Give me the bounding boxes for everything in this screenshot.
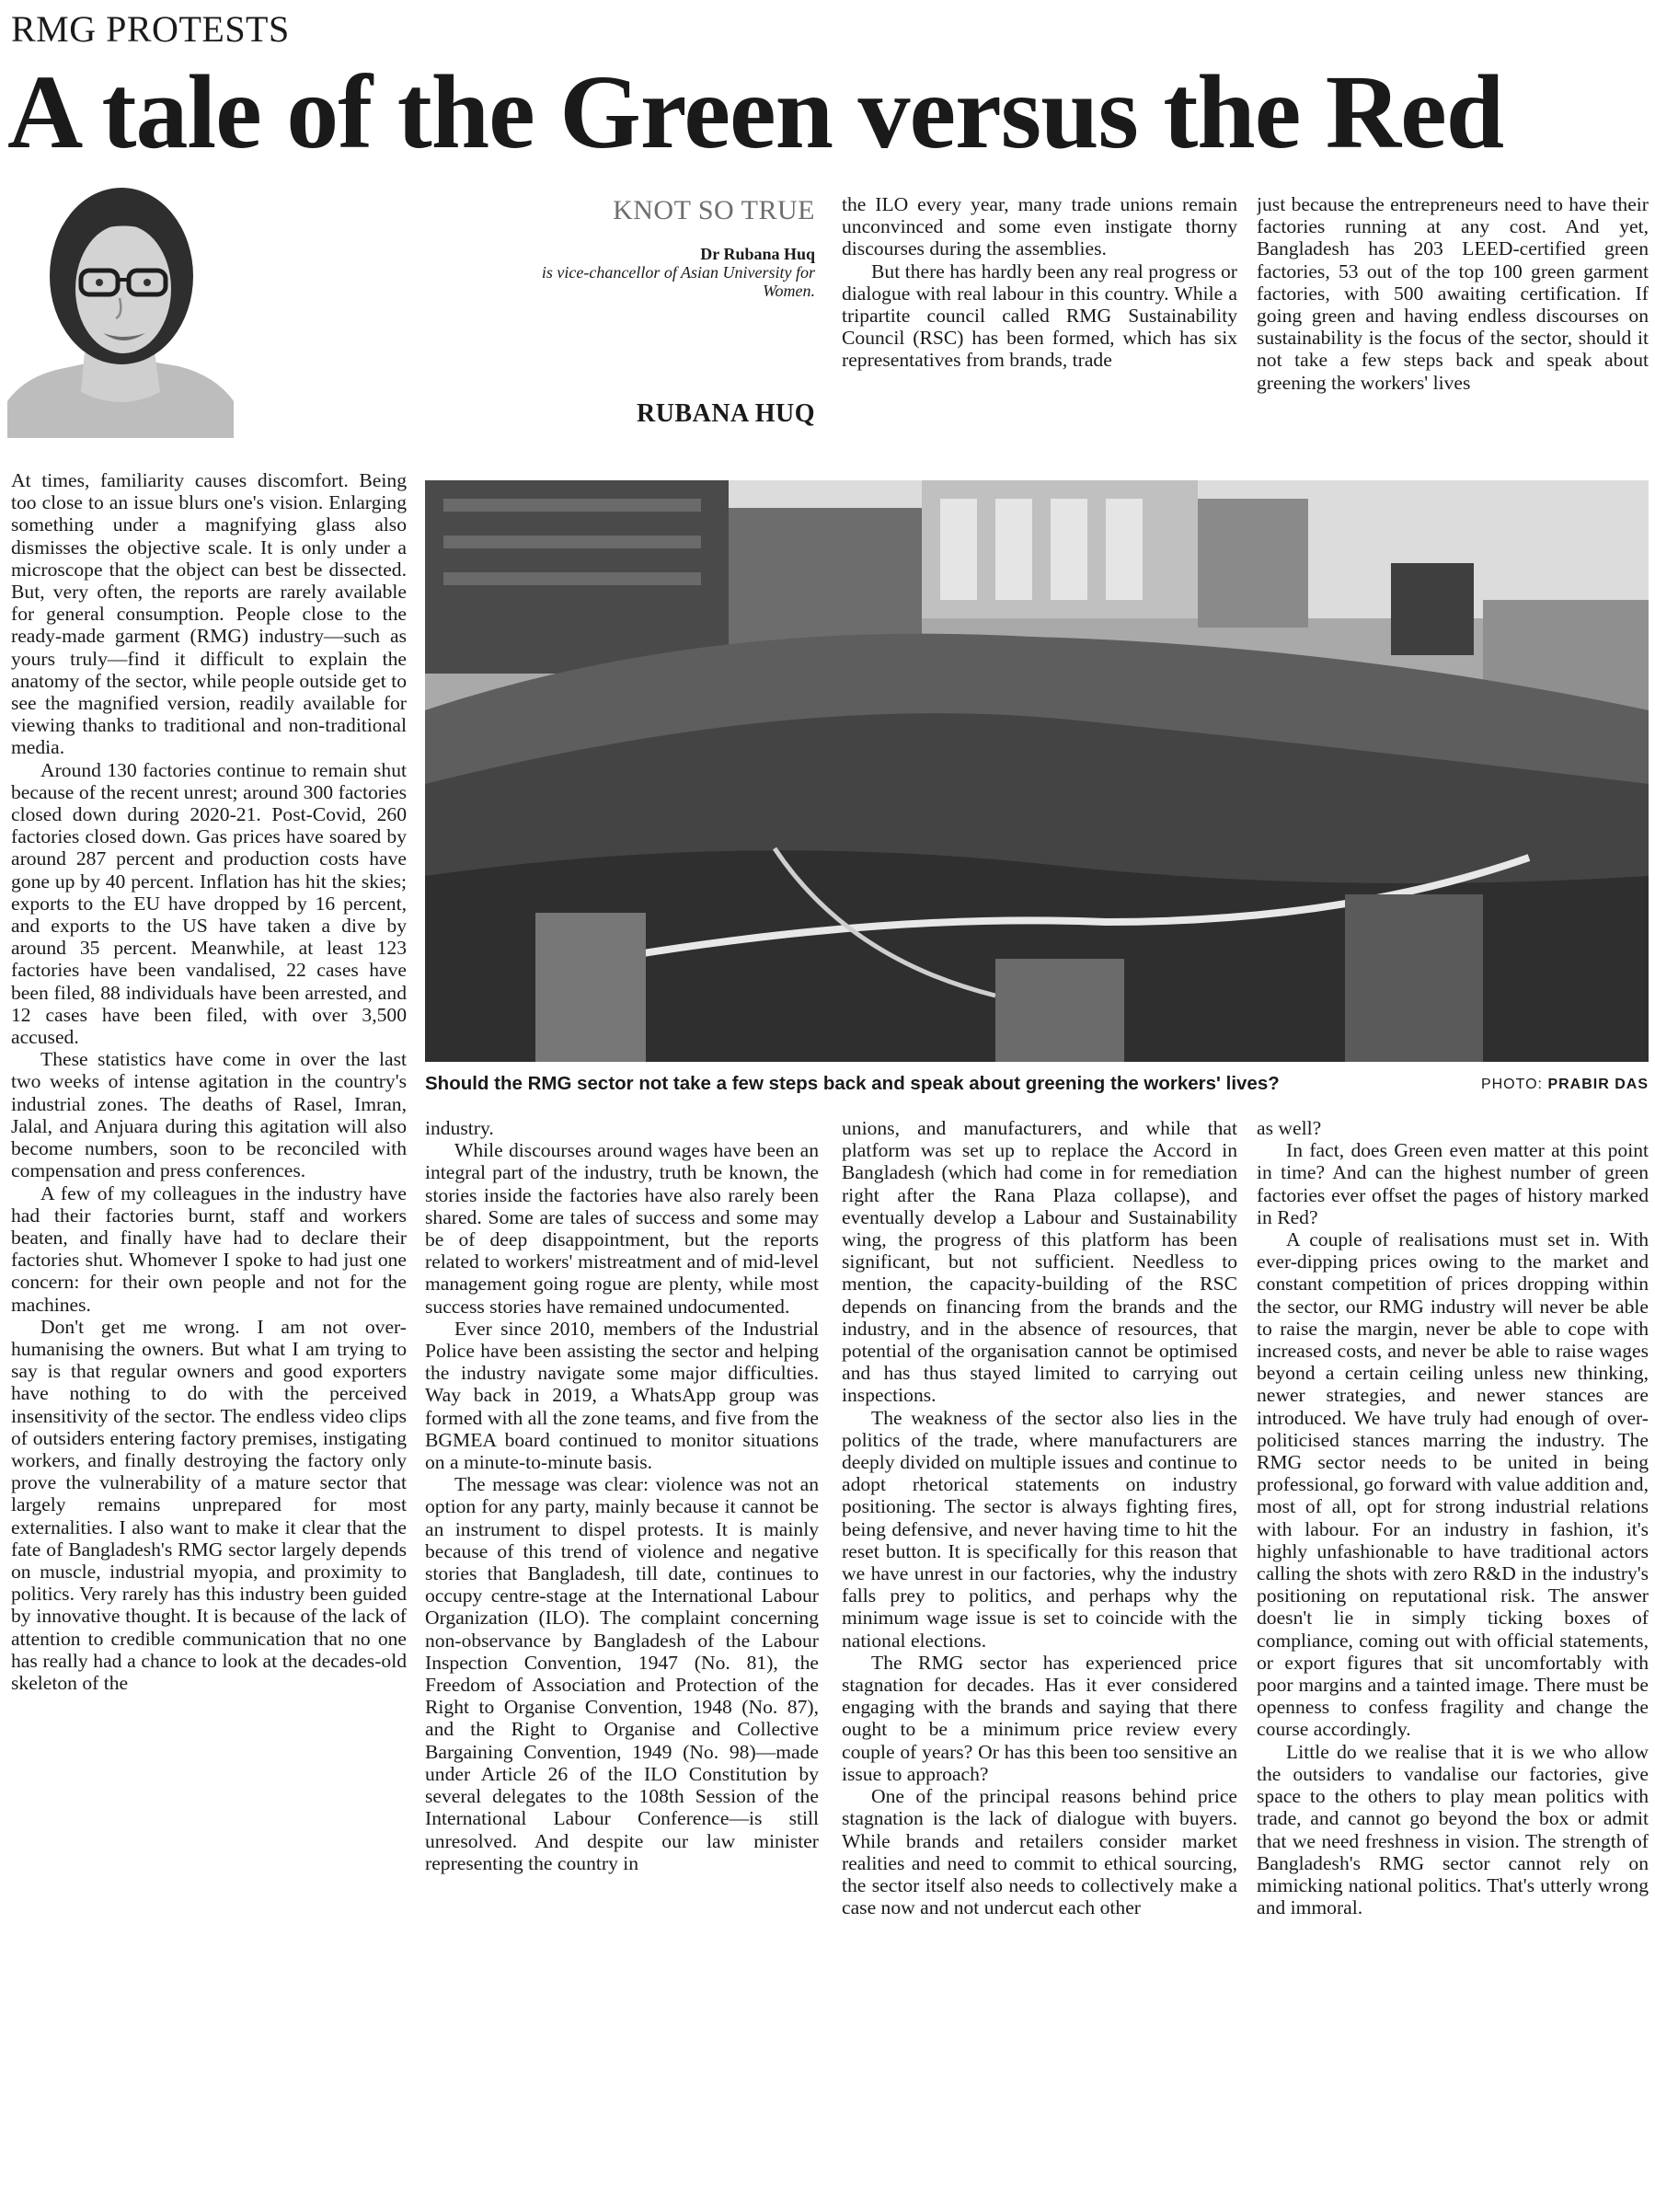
author-description: is vice-chancellor of Asian University for Women. (541, 263, 815, 300)
paragraph: In fact, does Green even matter at this point in time? And can the highest number of green factories ever offset the pages of history marked in Red? (1257, 1139, 1649, 1228)
article-column-3-top (842, 193, 1237, 455)
article-column-3-bottom (842, 1117, 1237, 2203)
paragraph: Don't get me wrong. I am not over-humanising the owners. But what I am trying to say is that regular owners and good exporters have nothing to do with the perceived insensitivity of the sector. The endless video clips of outsiders entering factory premises, instigating workers, and finally destroying the factory only prove the vulnerability of a mature sector that largely remains unprepared for most externalities. I also want to make it clear that the fate of Bangladesh's RMG sector largely depends on muscle, industrial myopia, and proximity to politics. Very rarely has this industry been guided by innovative thought. It is because of the lack of attention to credible communication that no one has really had a chance to look at the decades-old skeleton of the (11, 1315, 407, 1694)
paragraph: These statistics have come in over the last two weeks of intense agitation in the country's industrial zones. The deaths of Rasel, Imran, Jalal, and Anjuara during this agitation will also become numbers, soon to be reconciled with compensation and press conferences. (11, 1048, 407, 1182)
paragraph: The message was clear: violence was not an option for any party, mainly because it cannot be an instrument to dispel protests. It is mainly because of this trend of violence and negative stories that Bangladesh, till date, continues to occupy centre-stage at the International Labour Organization (ILO). The complaint concerning non-observance by Bangladesh of the Labour Inspection Convention, 1947 (No. 81), the Freedom of Association and Protection of the Right to Organise Convention, 1948 (No. 87), and the Right to Organise and Collective Bargaining Convention, 1949 (No. 98)—made under Article 26 of the ILO Constitution by several delegates to the 108th Session of the International Labour Conference—is still unresolved. And despite our law minister representing the country in (425, 1473, 819, 1874)
paragraph: The RMG sector has experienced price stagnation for decades. Has it ever considered engaging with the brands and saying that there ought to be a minimum price review every couple of years? Or has this been too sensitive an issue to approach? (842, 1651, 1237, 1785)
paragraph: But there has hardly been any real progress or dialogue with real labour in this country. While a tripartite council called RMG Sustainability Council (RSC) has been formed, which has six representatives from brands, trade (842, 259, 1237, 372)
paragraph: Around 130 factories continue to remain shut because of the recent unrest; around 300 factories closed down during 2020-21. Post-Covid, 260 factories closed down. Gas prices have soared by around 287 percent and production costs have gone up by 40 percent. Inflation has hit the skies; exports to the EU have dropped by 16 percent, and exports to the US have taken a dive by around 35 percent. Meanwhile, at least 123 factories have been vandalised, 22 cases have been filed, 88 individuals have been arrested, and 12 cases have been filed, with over 3,500 accused. (11, 758, 407, 1049)
paragraph: the ILO every year, many trade unions remain unconvinced and some even instigate thorny discourses during the assemblies. (842, 193, 1237, 260)
paragraph: A few of my colleagues in the industry have had their factories burnt, staff and workers beaten, and finally have had to declare their factories shut. Whomever I spoke to had just one concern: for their own people and not for the machines. (11, 1181, 407, 1316)
author-name: Dr Rubana Huq (700, 245, 815, 263)
paragraph: A couple of realisations must set in. With ever-dipping prices owing to the market and constant competition of prices dropping within the sector, our RMG industry will never be able to raise the margin, never be able to cope with increased costs, and never be able to raise wages beyond a certain ceiling unless new thinking, newer strategies, and newer stances are introduced. We have truly had enough of over-politicised stances marring the industry. The RMG sector needs to be united in being professional, go forward with value addition and, most of all, opt for strong industrial relations with labour. For an industry in fashion, it's highly unfashionable to have traditional actors calling the shots with zero R&D in the industry's positioning on reputational risk. The answer doesn't lie in simply ticking boxes of compliance, coming out with official statements, or export figures that sit uncomfortably with poor margins and a tainted image. There must be openness to confess fragility and change the course accordingly. (1257, 1228, 1649, 1741)
article-column-1 (11, 469, 407, 2204)
photo-credit (1481, 1077, 1649, 1093)
author-bio (515, 245, 815, 300)
photo-credit-name: PRABIR DAS (1547, 1077, 1649, 1092)
section-kicker: RMG PROTESTS (11, 8, 290, 50)
paragraph: One of the principal reasons behind price stagnation is the lack of dialogue with buyers. While brands and retailers consider market realities and need to commit to ethical sourcing, the sector itself also needs to collectively make a case now and not undercut each other (842, 1785, 1237, 1919)
column-name: KNOT SO TRUE (613, 195, 815, 225)
article-column-4-top (1257, 193, 1649, 455)
protest-photo (425, 480, 1649, 1062)
paragraph: Ever since 2010, members of the Industrial Police have been assisting the sector and helping the industry navigate some major difficulties. Way back in 2019, a WhatsApp group was formed with all the zone teams, and five from the BGMEA board continued to monitor situations on a minute-to-minute basis. (425, 1317, 819, 1474)
headline: A tale of the Green versus the Red (7, 53, 1504, 170)
paragraph: as well? (1257, 1117, 1322, 1139)
paragraph: At times, familiarity causes discomfort. Being too close to an issue blurs one's vision. Enlarging something under a magnifying glass also dismisses the objective scale. It is only under a microscope that the object can best be dissected. But, very often, the reports are rarely available for general consumption. People close to the ready-made garment (RMG) industry—such as yours truly—find it difficult to explain the anatomy of the sector, while people outside get to see the magnified version, readily available for viewing thanks to traditional and non-traditional media. (11, 469, 407, 759)
paragraph: While discourses around wages have been an integral part of the industry, truth be known, the stories inside the factories have also rarely been shared. Some are tales of success and some may be of deep disappointment, but the reports related to workers' mistreatment and of mid-level management going rogue are plenty, while most success stories have remained undocumented. (425, 1139, 819, 1318)
photo-caption: Should the RMG sector not take a few steps back and speak about greening the workers' lives? (425, 1073, 1280, 1094)
article-column-4-bottom (1257, 1117, 1649, 2203)
paragraph: Little do we realise that it is we who allow the outsiders to vandalise our factories, give space to the others to play mean politics with trade, and cannot go beyond the box or admit that we need freshness in vision. The strength of Bangladesh's RMG sector cannot rely on mimicking national politics. That's utterly wrong and immoral. (1257, 1740, 1649, 1919)
author-portrait (7, 171, 234, 438)
paragraph: The weakness of the sector also lies in the politics of the trade, where manufacturers are deeply divided on multiple issues and continue to adopt rhetorical statements on industry positioning. The sector is always fighting fires, being defensive, and never having time to hit the reset button. It is specifically for this reason that we have unrest in our factories, why the industry falls prey to politics, and perhaps why the minimum wage issue is set to coincide with the national elections. (842, 1406, 1237, 1652)
paragraph: just because the entrepreneurs need to have their factories running at any cost. And yet, Bangladesh has 203 LEED-certified green factories, 53 out of the top 100 green garment factories, with 500 awaiting certification. If going green and having endless discourses on sustainability is the focus of the sector, should it not take a few steps back and speak about greening the workers' lives (1257, 193, 1649, 394)
paragraph: unions, and manufacturers, and while that platform was set up to replace the Accord in Bangladesh (which had come in for remediation right after the Rana Plaza collapse), and eventually develop a Labour and Sustainability wing, the progress of this platform has been significant, but not sufficient. Needless to mention, the capacity-building of the RSC depends on financing from the brands and the industry, and in the absence of resources, that potential of the organisation cannot be optimised and has thus stayed limited to carrying out inspections. (842, 1117, 1237, 1407)
paragraph: industry. (425, 1117, 494, 1139)
article-column-2 (425, 1117, 819, 2203)
byline: RUBANA HUQ (636, 399, 815, 428)
photo-credit-label: PHOTO: (1480, 1077, 1543, 1092)
